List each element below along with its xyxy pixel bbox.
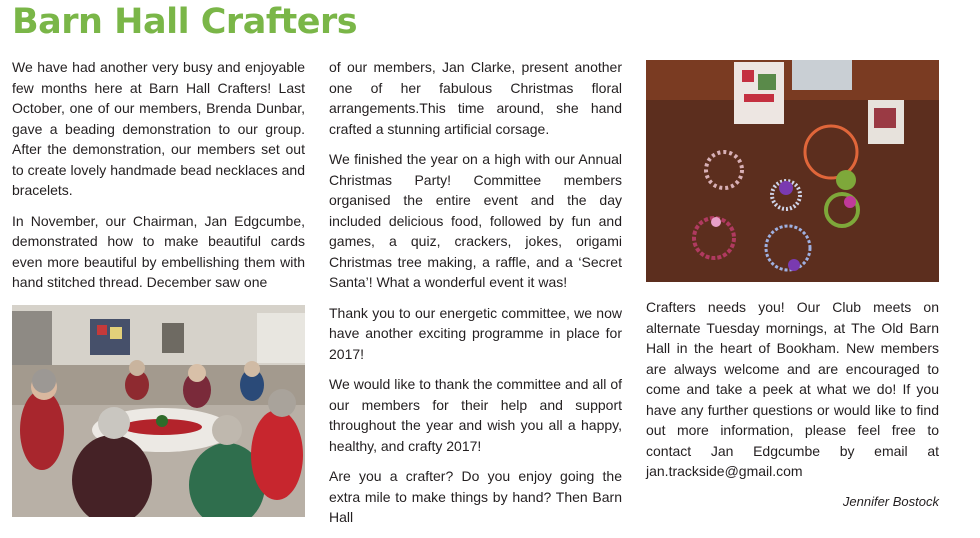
paragraph: of our members, Jan Clarke, present another one of her fabulous Christmas floral arrangements.This time around, she hand crafted a stunning artificial corsage.	[329, 59, 622, 137]
paragraph: We finished the year on a high with our Annual Christmas Party! Committee members organised the entire event and the day included delicious food, followed by fun and games, a quiz, crackers, jokes, origami Christmas tree making, a raffle, and a ‘Secret Santa’! What a wonderful event it was!	[329, 151, 622, 290]
paragraph: We have had another very busy and enjoyable few months here at Barn Hall Crafters! Last October, one of our members, Brenda Dunbar, gave a beading demonstration to our group. After the demonstration, our members set out to create lovely handmade bead necklaces and bracelets.	[12, 59, 305, 198]
paragraph: Crafters needs you! Our Club meets on alternate Tuesday mornings, at The Old Barn Hall in the heart of Bookham. New members are always welcome and are encouraged to come and take a peek at what we do! If you have any further questions or would like to find out more information, please feel free to contact Jan Edgcumbe by email at jan.trackside@gmail.com	[646, 299, 939, 479]
text-column-3	[646, 297, 939, 492]
paragraph: We would like to thank the committee and all of our members for their help and support throughout the year and wish you all a happy, healthy, and crafty 2017!	[329, 376, 622, 454]
paragraph: Thank you to our energetic committee, we now have another exciting programme in place for 2017!	[329, 304, 622, 362]
text-column-2	[329, 57, 622, 538]
article-title: Barn Hall Crafters	[12, 2, 358, 42]
photo-bead-crafts	[646, 60, 939, 282]
author-signature: Jennifer Bostock	[842, 494, 939, 509]
paragraph: In November, our Chairman, Jan Edgcumbe, demonstrated how to make beautiful cards even more beautiful by embellishing them with hand stitched thread. December saw one	[12, 212, 305, 290]
photo-crafts-illustration	[646, 60, 939, 282]
photo-party-illustration	[12, 305, 305, 517]
photo-christmas-party	[12, 305, 305, 517]
text-column-1	[12, 57, 305, 303]
paragraph: Are you a crafter? Do you enjoy going the extra mile to make things by hand? Then Barn Hall	[329, 468, 622, 525]
